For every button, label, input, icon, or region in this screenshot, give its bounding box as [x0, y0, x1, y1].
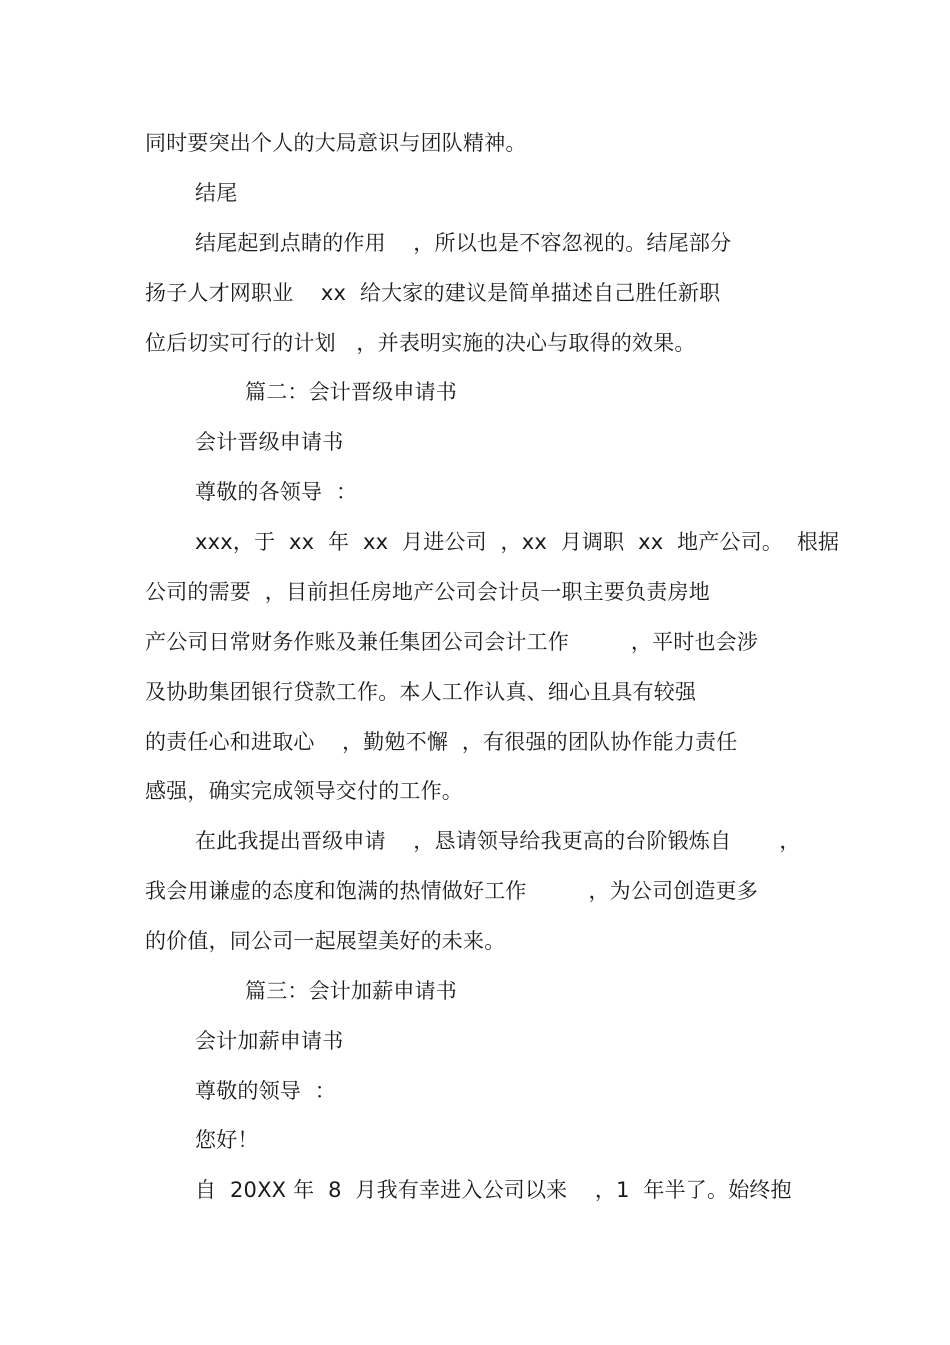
- paragraph-line: 产公司日常财务作账及兼任集团公司会计工作 ，平时也会涉: [145, 630, 759, 654]
- chapter-title-part-three: 篇三：会计加薪申请书: [245, 979, 457, 1003]
- paragraph-line: 我会用谦虚的态度和饱满的热情做好工作 ，为公司创造更多: [145, 879, 759, 903]
- section-heading-ending: 结尾: [195, 181, 238, 205]
- paragraph-line: 在此我提出晋级申请 ，恳请领导给我更高的台阶锻炼自 ，: [195, 829, 801, 853]
- paragraph-line: 感强，确实完成领导交付的工作。: [145, 779, 463, 803]
- chapter-title-part-two: 篇二：会计晋级申请书: [245, 380, 457, 404]
- paragraph-line: 结尾起到点睛的作用 ，所以也是不容忽视的。结尾部分: [195, 231, 732, 255]
- paragraph-line: xxx，于 xx 年 xx 月进公司 ，xx 月调职 xx 地产公司。 根据: [195, 530, 840, 554]
- paragraph-line: 的责任心和进取心 ，勤勉不懈 ，有很强的团队协作能力责任: [145, 730, 738, 754]
- paragraph-line: 的价值，同公司一起展望美好的未来。: [145, 929, 506, 953]
- letter-title: 会计加薪申请书: [195, 1029, 344, 1053]
- letter-title: 会计晋级申请书: [195, 430, 344, 454]
- paragraph-line: 自 20XX 年 8 月我有幸进入公司以来 ，1 年半了。始终抱: [195, 1178, 792, 1202]
- letter-salutation: 尊敬的各领导 ：: [195, 480, 358, 504]
- paragraph-line: 及协助集团银行贷款工作。本人工作认真、细心且具有较强: [145, 680, 697, 704]
- letter-greeting: 您好！: [195, 1128, 259, 1152]
- paragraph-line: 扬子人才网职业 xx 给大家的建议是简单描述自己胜任新职: [145, 281, 721, 305]
- paragraph-line: 公司的需要 ，目前担任房地产公司会计员一职主要负责房地: [145, 580, 710, 604]
- paragraph-line: 位后切实可行的计划 ，并表明实施的决心与取得的效果。: [145, 331, 696, 355]
- paragraph-line: 同时要突出个人的大局意识与团队精神。: [145, 131, 527, 155]
- letter-salutation: 尊敬的领导 ：: [195, 1079, 336, 1103]
